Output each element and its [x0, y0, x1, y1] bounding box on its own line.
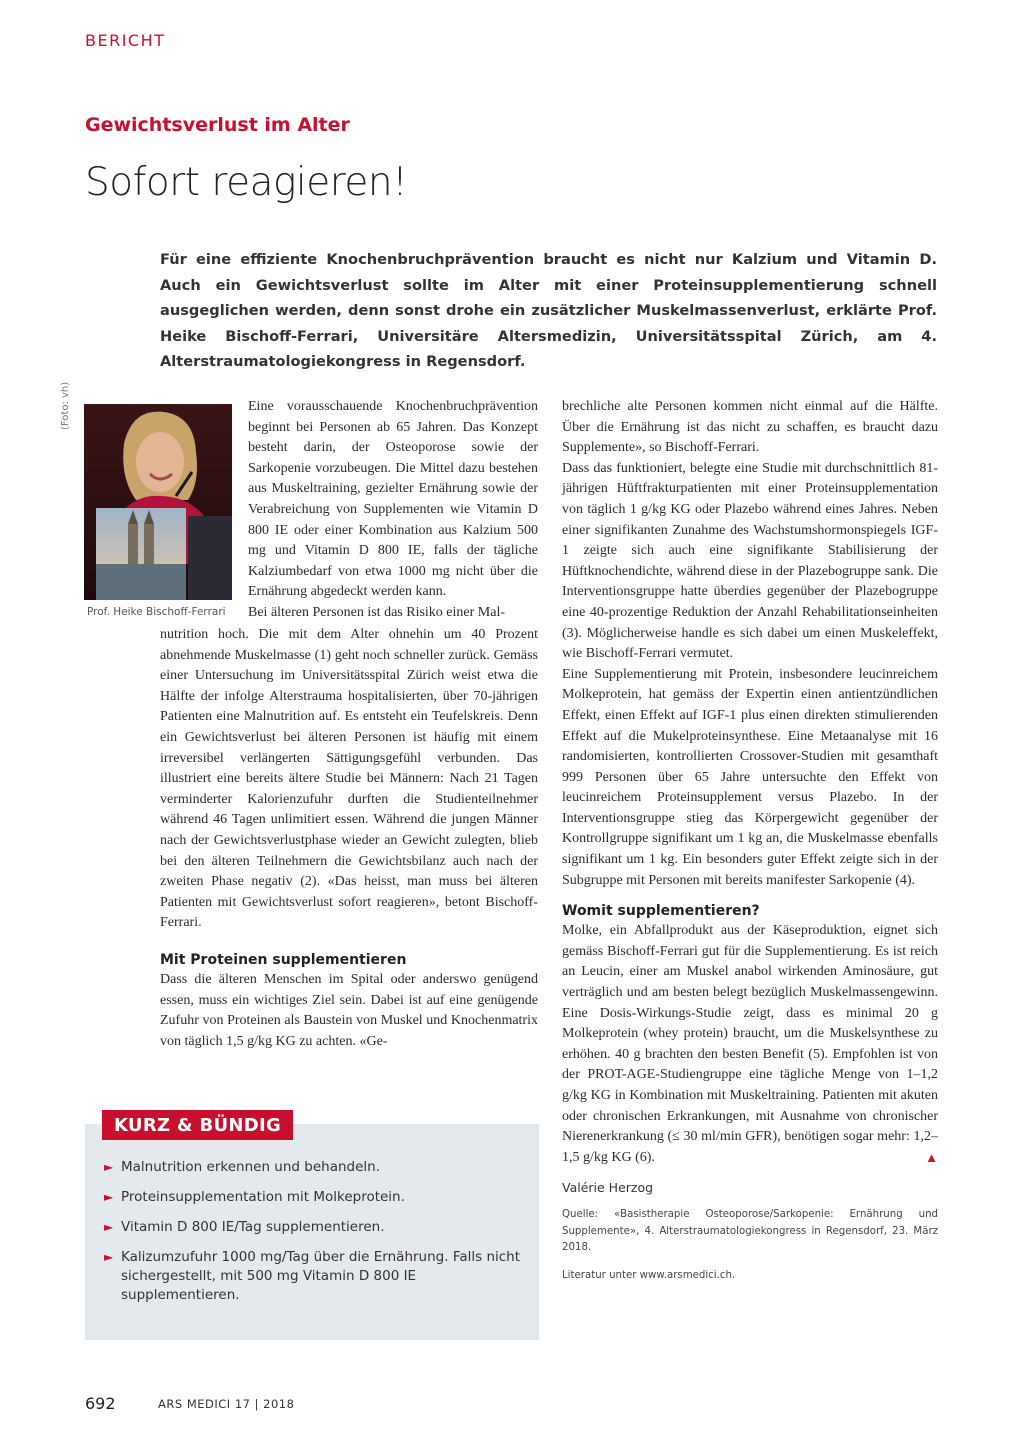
- end-mark-icon: ▲: [925, 1149, 938, 1165]
- subheading: Mit Proteinen supplementieren: [160, 951, 407, 968]
- triangle-bullet-icon: ►: [104, 1220, 114, 1234]
- summary-list: [104, 1158, 524, 1316]
- list-item: ► Proteinsupplementation mit Molkeprotein.: [104, 1189, 405, 1205]
- list-item: ► Kalizumzufuhr 1000 mg/Tag über die Ernährung. Falls nicht sichergestellt, mit 500 mg Vitamin D 800 IE supplementieren.: [104, 1249, 521, 1303]
- page-number: 692: [85, 1394, 116, 1413]
- body-paragraph: Dass das funktioniert, belegte eine Studie mit durchschnittlich 81-jährigen Hüftfrakturpatienten mit einer Proteinsupplementation von täglich 1 g/kg KG oder Plazebo während eines Jahres. Neben einer signifikanten Zunahme des Wachstumshormonspiegels IGF-1 zeigte sich auch eine signifikante Stabilisierung der Hüftknochendichte, während diese in der Plazebogruppe sank. Die Interventionsgruppe hatte überdies gegenüber der Plazebogruppe eine 40-prozentige Reduktion der Anzahl Rehabilitationseinheiten (3). Möglicherweise handle es sich dabei um einen Muskeleffekt, wie Bischoff-Ferrari vermutet.: [562, 460, 938, 662]
- body-paragraph: Bei älteren Personen ist das Risiko einer Mal-: [248, 604, 505, 620]
- source-note: Quelle: «Basistherapie Osteoporose/Sarkopenie: Ernährung und Supplemente», 4. Alterstraumatologiekongress in Regensdorf, 23. März 2018.: [562, 1209, 938, 1254]
- article-headline: Sofort reagieren!: [85, 160, 408, 205]
- article-lead: Für eine effiziente Knochenbruchprävention braucht es nicht nur Kalzium und Vitamin D. Auch ein Gewichtsverlust sollte im Alter mit einer Proteinsupplementierung schnell ausgeglichen werden, denn sonst drohe ein zusätzlicher Muskelmassenverlust, erklärte Prof. Heike Bischoff-Ferrari, Universitäre Altersmedizin, Universitätsspital Zürich, am 4. Alterstraumatologiekongress in Regensdorf.: [160, 251, 937, 370]
- journal-name: ARS MEDICI 17 | 2018: [158, 1397, 295, 1411]
- photo-credit: (Foto: vh): [60, 381, 71, 430]
- literature-note: Literatur unter www.arsmedici.ch.: [562, 1269, 736, 1281]
- triangle-bullet-icon: ►: [104, 1160, 114, 1174]
- body-paragraph: Eine Supplementierung mit Protein, insbesondere leucinreichem Molkeprotein, hat gemäss der Expertin einen antientzündlichen Effekt, einen Effekt auf IGF-1 plus einen direkten stimulierenden Effekt auf die Mukelproteinsynthese. Eine Metaanalyse mit 16 randomisierten, kontrollierten Crossover-Studien mit gesamthaft 999 Personen über 65 Jahre untersuchte den Effekt von leucinreichem Proteinsupplement versus Plazebo. In der Interventionsgruppe stieg das Körpergewicht gegenüber der Kontrollgruppe signifikant um 1 kg an, die Muskelmasse ebenfalls signifikant um 1 kg. Ein besonders guter Effekt zeigte sich in der Subgruppe mit Personen mit bereits manifester Sarkopenie (4).: [562, 666, 938, 888]
- summary-box-title: KURZ & BÜNDIG: [102, 1110, 293, 1140]
- body-paragraph: Dass die älteren Menschen im Spital oder anderswo genügend essen, muss ein wichtiges Ziel sein. Dabei ist auf eine genügende Zufuhr von Proteinen als Baustein von Muskel und Knochenmatrix von täglich 1,5 g/kg KG zu achten. «Ge-: [160, 971, 538, 1049]
- body-paragraph: nutrition hoch. Die mit dem Alter ohnehin um 40 Prozent abnehmende Muskelmasse (1) geht noch schneller zurück. Gemäss einer Untersuchung im Universitätsspital Zürich weist etwa die Hälfte der infolge Alterstrauma hospitalisierten, über 70-jährigen Patienten eine Malnutrition auf. Es entsteht ein Teufelskreis. Denn ein Gewichtsverlust bei älteren Personen ist häufig mit einem irreversibel verlängerten Sättigungsgefühl verbunden. Das illustriert eine bereits ältere Studie bei Männern: Nach 21 Tagen verminderter Kalorienzufuhr durften die Studienteilnehmer während 46 Tagen unlimitiert essen. Während die jungen Männer nach der Gewichtsverlustphase wieder an Gewicht zulegten, blieb bei den älteren Teilnehmern die Gewichtsbilanz auch nach der zweiten Phase negativ (2). «Das heisst, man muss bei älteren Patienten mit Gewichtsverlust sofort reagieren», betont Bischoff-Ferrari.: [160, 627, 538, 931]
- speaker-photo-illustration: [84, 404, 232, 600]
- author-name: Valérie Herzog: [562, 1180, 654, 1196]
- body-paragraph: Molke, ein Abfallprodukt aus der Käseproduktion, eignet sich gemäss Bischoff-Ferrari gut für die Supplementierung. Es ist reich an Leucin, einer am Muskel anabol wirkenden Aminosäure, gut verträglich und am besten belegt bezüglich Muskelmassengewinn. Eine Dosis-Wirkungs-Studie zeigt, dass es minimal 20 g Molkeprotein (whey protein) braucht, um die Muskelsynthese zu erhöhen. 40 g brachten den besten Benefit (5). Empfohlen ist von der PROT-AGE-Studiengruppe eine tägliche Menge von 1–1,2 g/kg KG in Kombination mit Muskeltraining. Patienten mit akuten oder chronischen Erkrankungen, mit Ausnahme von chronischer Nierenerkrankung (≤ 30 ml/min GFR), benötigen sogar mehr: 1,2–1,5 g/kg KG (6). ▲: [562, 921, 938, 1168]
- triangle-bullet-icon: ►: [104, 1250, 114, 1264]
- body-right-column: [562, 397, 938, 1281]
- photo-caption: Prof. Heike Bischoff-Ferrari: [87, 606, 226, 618]
- body-intro-column: [248, 397, 538, 624]
- subheading: Womit supplementieren?: [562, 903, 760, 920]
- body-paragraph: brechliche alte Personen kommen nicht einmal auf die Hälfte. Über die Ernährung ist das nicht zu schaffen, es braucht dazu Supplemente», so Bischoff-Ferrari.: [562, 399, 938, 456]
- list-item: ► Malnutrition erkennen und behandeln.: [104, 1159, 380, 1175]
- article-kicker: Gewichtsverlust im Alter: [85, 114, 350, 136]
- triangle-bullet-icon: ►: [104, 1190, 114, 1204]
- body-left-column: [160, 625, 538, 1052]
- section-label: BERICHT: [85, 31, 166, 50]
- list-item: ► Vitamin D 800 IE/Tag supplementieren.: [104, 1219, 385, 1235]
- body-paragraph: Eine vorausschauende Knochenbruchprävention beginnt bei Personen ab 65 Jahren. Das Konzept besteht darin, der Osteoporose sowie der Sarkopenie vorzubeugen. Die Mittel dazu bestehen aus Muskeltraining, gezielter Ernährung sowie der Verabreichung von Supplementen wie Vitamin D 800 IE oder einer Kombination aus Kalzium 500 mg und Vitamin D 800 IE, falls der tägliche Kalziumbedarf von etwa 1000 mg nicht über die Ernährung abgedeckt werden kann.: [248, 399, 538, 600]
- speaker-photo: [84, 404, 232, 600]
